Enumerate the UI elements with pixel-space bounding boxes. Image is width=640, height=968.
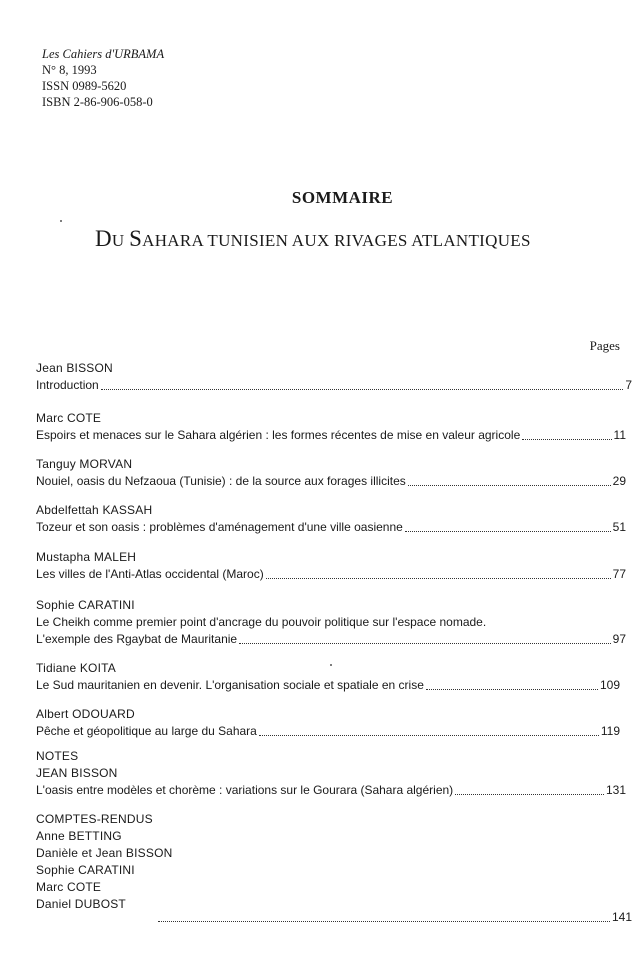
leader-dots bbox=[266, 578, 611, 579]
entry-line bbox=[36, 723, 620, 740]
subtitle-part-2: AHARA TUNISIEN AUX RIVAGES ATLANTIQUES bbox=[142, 231, 531, 250]
entry-author: Marc COTE bbox=[36, 411, 102, 425]
entry-line bbox=[156, 909, 632, 926]
entry-title: Les villes de l'Anti-Atlas occidental (Maroc) bbox=[36, 567, 264, 581]
publication-info bbox=[42, 46, 164, 110]
entry-author: Albert ODOUARD bbox=[36, 707, 135, 721]
scan-speck bbox=[60, 220, 62, 222]
entry-author: Sophie CARATINI bbox=[36, 598, 135, 612]
reviews-label: COMPTES-RENDUS bbox=[36, 812, 153, 826]
issue-number: N° 8, 1993 bbox=[42, 63, 97, 77]
entry-title: L'exemple des Rgaybat de Mauritanie bbox=[36, 632, 238, 646]
toc-entry bbox=[36, 660, 620, 694]
series-title: Les Cahiers d'URBAMA bbox=[42, 47, 165, 61]
entry-page: 29 bbox=[612, 474, 626, 488]
toc-entry bbox=[36, 597, 626, 648]
entry-page: 109 bbox=[599, 678, 620, 692]
notes-label: NOTES bbox=[36, 749, 79, 763]
entry-page: 119 bbox=[600, 724, 620, 738]
issue-subtitle bbox=[95, 226, 531, 252]
leader-dots bbox=[455, 794, 604, 795]
entry-page: 51 bbox=[612, 520, 626, 534]
scan-speck bbox=[330, 664, 332, 666]
issn: ISSN 0989-5620 bbox=[42, 79, 127, 93]
entry-title: Nouiel, oasis du Nefzaoua (Tunisie) : de la source aux forages illicites bbox=[36, 474, 406, 488]
entry-line bbox=[36, 677, 620, 694]
entry-line bbox=[36, 427, 626, 444]
entry-line bbox=[36, 631, 626, 648]
leader-dots bbox=[158, 921, 610, 922]
summary-heading: SOMMAIRE bbox=[291, 188, 394, 207]
leader-dots bbox=[259, 735, 599, 736]
toc-entry bbox=[36, 502, 626, 536]
entry-page: 97 bbox=[612, 632, 626, 646]
entry-page: 77 bbox=[612, 567, 626, 581]
entry-title: Pêche et géopolitique au large du Sahara bbox=[36, 724, 257, 738]
leader-dots bbox=[426, 689, 598, 690]
leader-dots bbox=[408, 485, 611, 486]
toc-entry bbox=[36, 360, 632, 394]
reviews-page: 141 bbox=[611, 910, 632, 924]
entry-page: 7 bbox=[625, 378, 632, 392]
entry-line bbox=[36, 473, 626, 490]
toc-entry bbox=[36, 706, 620, 740]
pages-column-label: Pages bbox=[589, 338, 620, 353]
entry-title: Espoirs et menaces sur le Sahara algérien : les formes récentes de mise en valeur agricole bbox=[36, 428, 521, 442]
review-author: Danièle et Jean BISSON bbox=[36, 846, 173, 860]
notes-author: JEAN BISSON bbox=[36, 766, 118, 780]
review-author: Daniel DUBOST bbox=[36, 897, 126, 911]
entry-author: Jean BISSON bbox=[36, 361, 113, 375]
subtitle-part-1: U bbox=[111, 231, 130, 250]
entry-line bbox=[36, 782, 626, 799]
entry-title-line-1: Le Cheikh comme premier point d'ancrage du pouvoir politique sur l'espace nomade. bbox=[36, 615, 487, 629]
entry-line bbox=[36, 519, 626, 536]
subtitle-initial-s: S bbox=[129, 226, 143, 251]
leader-dots bbox=[101, 389, 624, 390]
toc-entry bbox=[36, 456, 626, 490]
leader-dots bbox=[522, 439, 611, 440]
toc-entry bbox=[36, 549, 626, 583]
reviews-section bbox=[36, 811, 632, 926]
table-of-contents bbox=[36, 360, 632, 926]
entry-author: Tanguy MORVAN bbox=[36, 457, 133, 471]
entry-title: Introduction bbox=[36, 378, 99, 392]
review-author: Anne BETTING bbox=[36, 829, 122, 843]
toc-entry bbox=[36, 410, 626, 444]
entry-title: Le Sud mauritanien en devenir. L'organisation sociale et spatiale en crise bbox=[36, 678, 424, 692]
entry-author: Abdelfettah KASSAH bbox=[36, 503, 153, 517]
leader-dots bbox=[405, 531, 611, 532]
notes-section bbox=[36, 748, 626, 799]
entry-page: 11 bbox=[613, 428, 626, 442]
entry-title: Tozeur et son oasis : problèmes d'aménagement d'une ville oasienne bbox=[36, 520, 403, 534]
entry-line bbox=[36, 377, 632, 394]
subtitle-initial-d: D bbox=[95, 226, 112, 251]
entry-author: Tidiane KOITA bbox=[36, 661, 116, 675]
leader-dots bbox=[239, 643, 611, 644]
entry-line bbox=[36, 566, 626, 583]
notes-title: L'oasis entre modèles et chorème : variations sur le Gourara (Sahara algérien) bbox=[36, 783, 454, 797]
review-author: Sophie CARATINI bbox=[36, 863, 135, 877]
notes-page: 131 bbox=[605, 783, 626, 797]
review-author: Marc COTE bbox=[36, 880, 102, 894]
entry-author: Mustapha MALEH bbox=[36, 550, 137, 564]
isbn: ISBN 2-86-906-058-0 bbox=[42, 95, 153, 109]
